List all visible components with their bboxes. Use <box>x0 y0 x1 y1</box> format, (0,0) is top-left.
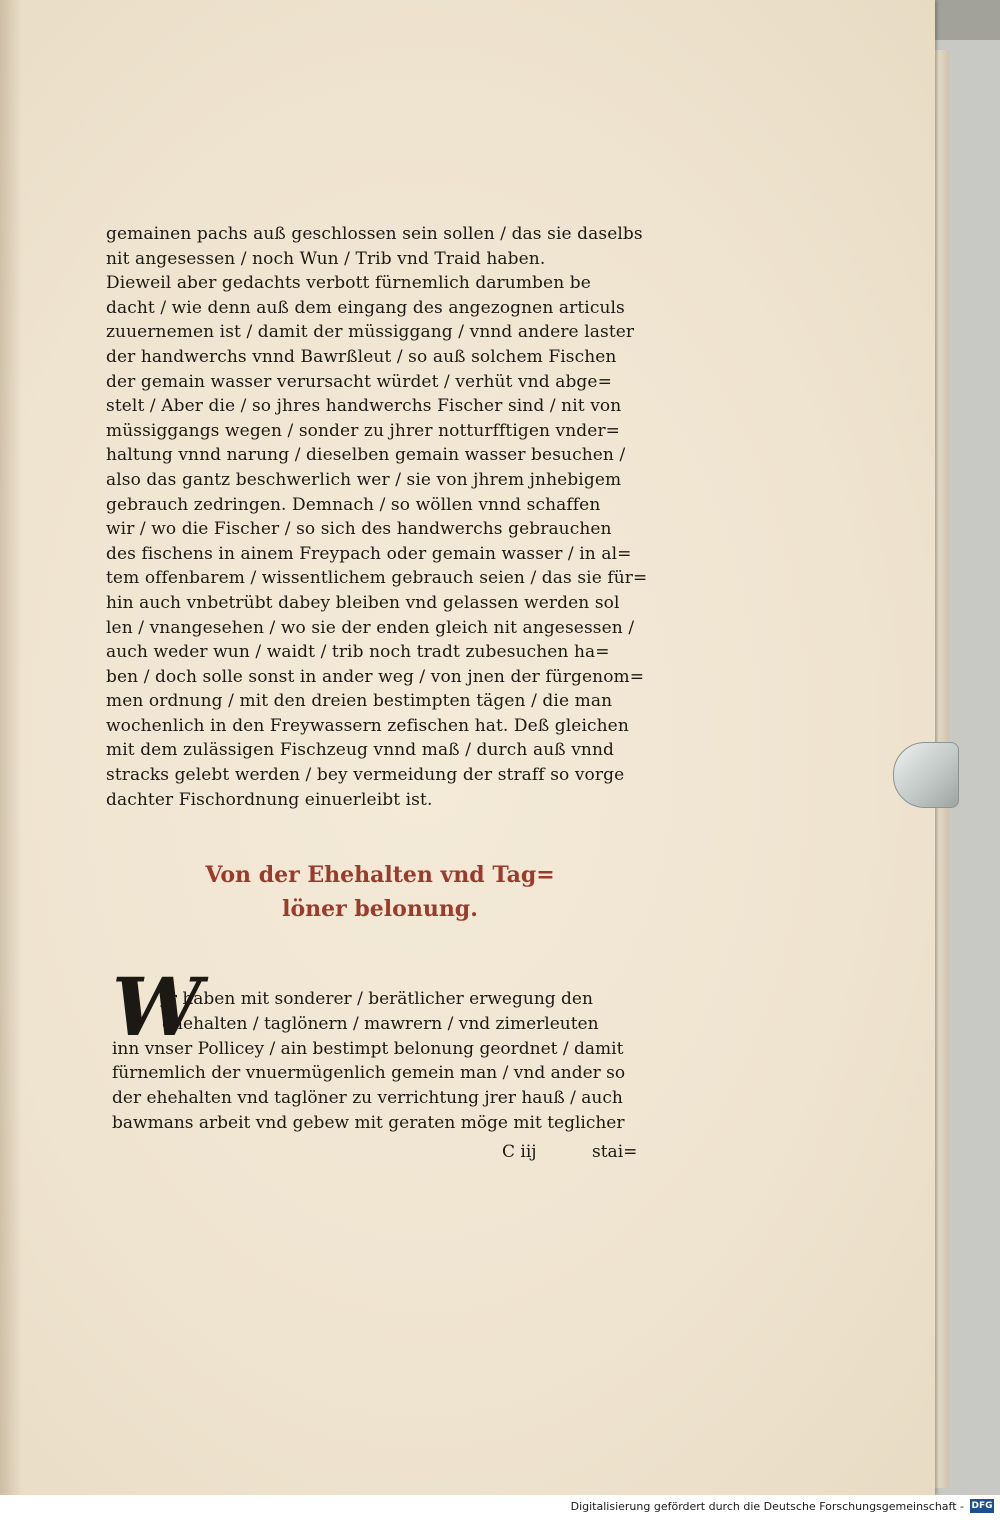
text-line: inn vnser Pollicey / ain bestimpt belonung geordnet / damit <box>112 1038 624 1059</box>
text-line: Dieweil aber gedachts verbott fürnemlich darumben be <box>106 273 591 294</box>
text-line: zuuernemen ist / damit der müssiggang / vnnd andere laster <box>106 322 635 343</box>
paragraph-block <box>112 960 660 1136</box>
page-footer <box>112 1142 660 1168</box>
text-line: fürnemlich der vnuermügenlich gemein man / vnd ander so <box>112 1063 626 1084</box>
text-line: ben / doch solle sonst in ander weg / von jnen der fürgenom= <box>106 666 645 687</box>
text-line: ehehalten / taglönern / mawrern / vnd zimerleuten <box>162 1013 599 1034</box>
text-line: tem offenbarem / wissentlichem gebrauch seien / das sie für= <box>106 568 648 589</box>
text-line: stracks gelebt werden / bey vermeidung der straff so vorge <box>106 765 625 786</box>
text-line: haltung vnnd narung / dieselben gemain wasser besuchen / <box>106 445 626 466</box>
text-line: stelt / Aber die / so jhres handwerchs Fischer sind / nit von <box>106 396 622 417</box>
text-line: hin auch vnbetrübt dabey bleiben vnd gelassen werden sol <box>106 592 620 613</box>
text-line: gebrauch zedringen. Demnach / so wöllen vnnd schaffen <box>106 494 601 515</box>
section-heading <box>150 858 610 926</box>
text-line: also das gantz beschwerlich wer / sie von jhrem jnhebigem <box>106 469 622 490</box>
catchword: stai= <box>592 1142 638 1162</box>
text-line: auch weder wun / waidt / trib noch tradt zubesuchen ha= <box>106 642 610 663</box>
digitization-credit: Digitalisierung gefördert durch die Deutsche Forschungsgemeinschaft - <box>570 1500 964 1513</box>
credit-bar <box>0 1495 1000 1520</box>
text-line: des fischens in ainem Freypach oder gemain wasser / in al= <box>106 543 632 564</box>
text-line: dachter Fischordnung einuerleibt ist. <box>106 789 433 810</box>
text-line: bawmans arbeit vnd gebew mit geraten möge mit teglicher <box>112 1112 625 1133</box>
decorated-initial: W <box>112 960 202 1054</box>
text-line: wochenlich in den Freywassern zefischen hat. Deß gleichen <box>106 715 629 736</box>
heading-line-1: Von der Ehehalten vnd Tag= <box>205 862 555 888</box>
text-line: gemainen pachs auß geschlossen sein sollen / das sie daselbs <box>106 224 643 244</box>
text-line: müssiggangs wegen / sonder zu jhrer notturfftigen vnder= <box>106 420 621 441</box>
text-line: wir / wo die Fischer / so sich des handwerchs gebrauchen <box>106 519 612 540</box>
text-line: len / vnangesehen / wo sie der enden gleich nit angesessen / <box>106 617 635 638</box>
text-line: Jr haben mit sonderer / berätlicher erwegung den <box>162 989 593 1009</box>
text-line: der handwerchs vnnd Bawrßleut / so auß solchem Fischen <box>106 346 617 367</box>
text-line: nit angesessen / noch Wun / Trib vnd Traid haben. <box>106 248 546 269</box>
dfg-logo: DFG <box>971 1501 993 1511</box>
heading-line-2: löner belonung. <box>282 896 478 922</box>
text-line: der gemain wasser verursacht würdet / verhüt vnd abge= <box>106 371 612 392</box>
text-line: mit dem zulässigen Fischzeug vnnd maß / durch auß vnnd <box>106 740 614 761</box>
main-text-block <box>106 222 656 812</box>
bookmark-tab <box>893 742 959 808</box>
text-line: dacht / wie denn auß dem eingang des angezognen articuls <box>106 297 625 318</box>
text-line: der ehehalten vnd taglöner zu verrichtung jrer hauß / auch <box>112 1088 623 1109</box>
text-line: men ordnung / mit den dreien bestimpten tägen / die man <box>106 691 613 712</box>
signature-mark: C iij <box>502 1142 537 1162</box>
